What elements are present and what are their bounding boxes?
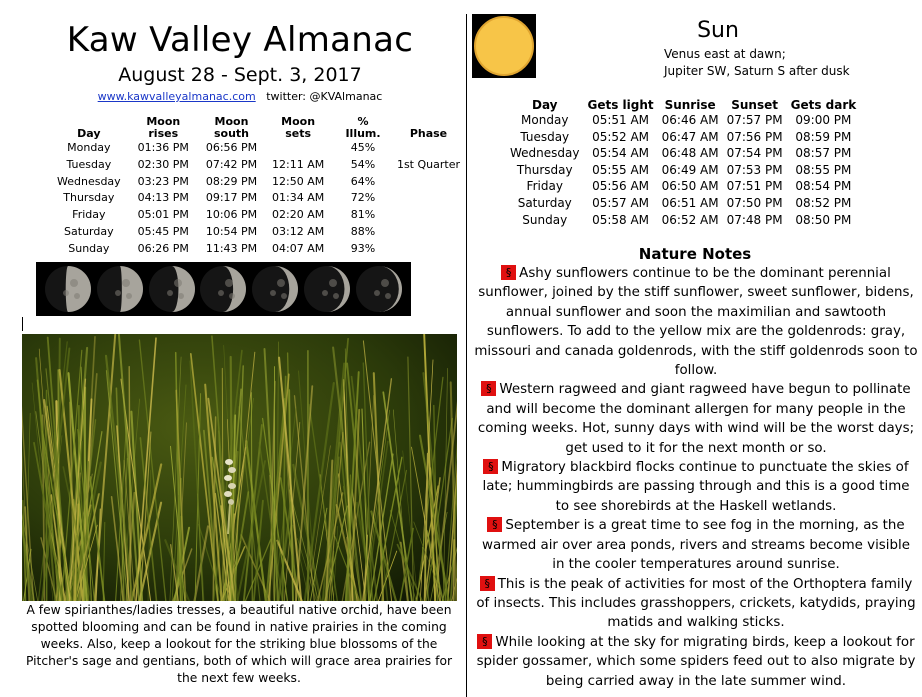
sun-header-dark: Gets dark — [790, 98, 857, 112]
sun-cell-sunrise: 06:46 AM — [661, 113, 719, 127]
moon-phase-icon — [199, 265, 247, 313]
sun-table — [506, 98, 860, 228]
sun-cell-dark: 08:55 PM — [795, 162, 852, 177]
moon-cell-south: 09:17 PM — [205, 191, 258, 205]
sun-cell-dark: 08:50 PM — [795, 212, 852, 227]
sun-cell-light: 05:56 AM — [592, 179, 650, 194]
moon-cell-illum: 72% — [350, 191, 376, 205]
sun-cell-dark: 08:59 PM — [795, 129, 852, 144]
sun-cell-sunset: 07:50 PM — [726, 195, 783, 210]
moon-cell-phase — [392, 207, 465, 224]
sun-row — [506, 212, 860, 229]
moon-phase-icon — [355, 265, 403, 313]
planet-note-line1: Venus east at dawn; — [664, 47, 786, 61]
moon-row — [52, 207, 465, 224]
sun-cell-dark: 09:00 PM — [795, 113, 852, 127]
moon-cell-rises: 05:45 PM — [137, 224, 189, 238]
moon-header-day: Day — [77, 127, 101, 140]
moon-cell-south: 07:42 PM — [205, 157, 258, 171]
sun-header-sunrise: Sunrise — [664, 98, 716, 112]
sun-cell-day: Saturday — [517, 195, 572, 210]
section-marker-icon: § — [501, 265, 516, 280]
nature-note — [474, 633, 918, 691]
moon-cell-day: Sunday — [68, 241, 110, 255]
moon-phase-icon — [96, 265, 144, 313]
sun-cell-day: Sunday — [522, 212, 568, 227]
sun-cell-sunset: 07:51 PM — [726, 179, 783, 194]
almanac-title: Kaw Valley Almanac — [66, 20, 414, 60]
nature-notes-title: Nature Notes — [638, 245, 752, 263]
sun-cell-light: 05:58 AM — [592, 212, 650, 227]
sun-cell-light: 05:51 AM — [592, 113, 650, 127]
moon-header-sets: Moon sets — [281, 115, 316, 140]
sun-cell-day: Tuesday — [520, 129, 570, 144]
moon-cell-sets: 01:34 AM — [272, 191, 325, 205]
sun-cell-sunset: 07:56 PM — [726, 129, 783, 144]
moon-cell-sets: 12:11 AM — [272, 157, 325, 171]
moon-cell-sets: 12:50 AM — [272, 174, 325, 188]
moon-phase-icon — [303, 265, 351, 313]
moon-cell-phase — [392, 174, 465, 191]
nature-note — [474, 380, 918, 458]
moon-cell-day: Thursday — [63, 191, 115, 205]
nature-note — [474, 264, 918, 380]
sun-cell-day: Monday — [521, 113, 569, 127]
sun-cell-sunset: 07:53 PM — [726, 162, 783, 177]
nature-note-text: Western ragweed and giant ragweed have begun to pollinate and will become the dominant allergen for many people in the coming weeks. Hot, sunny days with wind will be the worst days; get used to it for the next month or so. — [477, 382, 915, 456]
moon-cell-south: 10:06 PM — [205, 208, 258, 222]
moon-cell-illum: 45% — [350, 141, 376, 154]
sun-cell-dark: 08:57 PM — [795, 146, 852, 161]
sun-cell-sunset: 07:54 PM — [726, 146, 783, 161]
moon-row — [52, 174, 465, 191]
planet-notes — [664, 46, 850, 80]
moon-cell-day: Tuesday — [66, 157, 112, 171]
sun-cell-sunrise: 06:47 AM — [661, 129, 719, 144]
moon-cell-illum: 88% — [350, 224, 376, 238]
prairie-orchid-photo — [22, 334, 457, 601]
moon-cell-sets — [262, 140, 334, 157]
sun-cell-sunrise: 06:49 AM — [661, 162, 719, 177]
moon-row — [52, 190, 465, 207]
nature-note — [474, 516, 918, 574]
sun-header-day: Day — [531, 98, 558, 112]
moon-cell-day: Wednesday — [57, 174, 121, 188]
sun-cell-sunrise: 06:48 AM — [661, 146, 719, 161]
moon-cell-phase: 1st Quarter — [396, 157, 460, 171]
photo-caption: A few spirianthes/ladies tresses, a beautiful native orchid, have been spotted blooming and can be found in native prairies in the coming weeks. Also, keep a lookout for the striking blue blossoms of the Pitcher's sage and gentians, both of which will grace area prairies for the next few weeks. — [25, 603, 453, 685]
sun-row — [506, 145, 860, 162]
column-divider — [466, 14, 467, 697]
nature-note-text: While looking at the sky for migrating birds, keep a lookout for spider gossamer, which some spiders feed out to also migrate by being carried away in the late summer wind. — [476, 634, 916, 689]
planet-note-line2: Jupiter SW, Saturn S after dusk — [664, 64, 850, 78]
moon-cell-phase — [392, 140, 465, 157]
sun-row — [506, 129, 860, 146]
moon-header-south: Moon south — [213, 115, 250, 140]
section-marker-icon: § — [480, 576, 495, 591]
sun-cell-light: 05:54 AM — [592, 146, 650, 161]
moon-row — [52, 157, 465, 174]
moon-phase-strip — [36, 262, 411, 316]
moon-row — [52, 224, 465, 241]
moon-row — [52, 241, 465, 258]
nature-note-text: This is the peak of activities for most of the Orthoptera family of insects. This includes grasshoppers, crickets, katydids, praying matids and walking sticks. — [476, 576, 916, 631]
moon-cell-rises: 04:13 PM — [137, 191, 189, 205]
moon-header-illum: % Illum. — [345, 115, 381, 140]
moon-cell-rises: 01:36 PM — [137, 141, 189, 154]
text-cursor — [22, 317, 23, 331]
sun-cell-day: Thursday — [516, 162, 573, 177]
moon-cell-illum: 64% — [350, 174, 376, 188]
moon-cell-illum: 93% — [350, 241, 376, 255]
moon-table-header — [52, 116, 465, 140]
moon-phase-icon — [148, 265, 196, 313]
moon-cell-illum: 54% — [350, 157, 376, 171]
sun-cell-day: Wednesday — [510, 146, 580, 161]
sun-cell-sunrise: 06:51 AM — [661, 195, 719, 210]
moon-cell-sets: 02:20 AM — [272, 208, 325, 222]
moon-cell-phase — [392, 241, 465, 258]
sun-cell-dark: 08:52 PM — [795, 195, 852, 210]
moon-phase-icon — [251, 265, 299, 313]
sun-cell-light: 05:52 AM — [592, 129, 650, 144]
sun-header-sunset: Sunset — [731, 98, 778, 112]
moon-table — [52, 116, 465, 258]
sun-icon — [472, 14, 536, 78]
moon-cell-south: 08:29 PM — [205, 174, 258, 188]
sun-row — [506, 195, 860, 212]
sun-cell-dark: 08:54 PM — [795, 179, 852, 194]
nature-note-text: Migratory blackbird flocks continue to punctuate the skies of late; hummingbirds are passing through and this is a good time to see shorebirds at the Haskell wetlands. — [482, 460, 910, 514]
twitter-handle: twitter: @KVAlmanac — [266, 90, 383, 103]
moon-row — [52, 140, 465, 157]
sun-cell-light: 05:57 AM — [592, 195, 650, 210]
sun-row — [506, 112, 860, 129]
moon-cell-phase — [392, 224, 465, 241]
moon-cell-phase — [392, 190, 465, 207]
contact-links — [0, 90, 480, 104]
website-link[interactable]: www.kawvalleyalmanac.com — [97, 90, 256, 103]
section-marker-icon: § — [483, 459, 498, 474]
section-marker-icon: § — [481, 381, 496, 396]
sun-row — [506, 178, 860, 195]
moon-header-phase: Phase — [409, 127, 448, 140]
sun-cell-light: 05:55 AM — [592, 162, 650, 177]
moon-cell-rises: 02:30 PM — [137, 157, 189, 171]
moon-cell-south: 10:54 PM — [205, 224, 258, 238]
sun-cell-day: Friday — [526, 179, 563, 194]
nature-note — [474, 458, 918, 516]
sun-cell-sunset: 07:48 PM — [726, 212, 783, 227]
moon-cell-day: Saturday — [64, 224, 114, 238]
sun-row — [506, 162, 860, 179]
nature-note-text: Ashy sunflowers continue to be the dominant perennial sunflower, joined by the stiff sunflower, sweet sunflower, bidens, annual sunflower and soon the maximilian and sawtooth sunflowers. To add to the yellow mix are the goldenrods: gray, missouri and canada goldenrods, with the stiff goldenrods soon to follow. — [474, 266, 918, 379]
sun-cell-sunrise: 06:52 AM — [661, 212, 719, 227]
moon-cell-sets: 04:07 AM — [272, 241, 325, 255]
moon-cell-rises: 05:01 PM — [137, 208, 189, 222]
moon-cell-south: 11:43 PM — [205, 241, 258, 255]
moon-cell-illum: 81% — [350, 208, 376, 222]
right-column — [468, 0, 922, 697]
sun-title: Sun — [697, 18, 739, 43]
moon-cell-south: 06:56 PM — [205, 141, 258, 154]
sun-header-light: Gets light — [587, 98, 654, 112]
section-marker-icon: § — [477, 634, 492, 649]
nature-note-text: September is a great time to see fog in the morning, as the warmed air over area ponds, rivers and streams become visible in the cooler temperatures around sunrise. — [482, 518, 910, 573]
nature-note — [474, 575, 918, 633]
moon-table-body — [52, 140, 465, 258]
moon-cell-day: Friday — [72, 208, 106, 222]
moon-cell-day: Monday — [67, 141, 111, 154]
date-range: August 28 - Sept. 3, 2017 — [118, 64, 362, 86]
moon-cell-rises: 06:26 PM — [137, 241, 189, 255]
sun-table-body — [506, 112, 860, 228]
nature-notes-list — [474, 264, 918, 691]
sun-cell-sunrise: 06:50 AM — [661, 179, 719, 194]
moon-header-rises: Moon rises — [146, 115, 181, 140]
moon-cell-sets: 03:12 AM — [272, 224, 325, 238]
section-marker-icon: § — [487, 517, 502, 532]
moon-cell-rises: 03:23 PM — [137, 174, 189, 188]
sun-cell-sunset: 07:57 PM — [726, 113, 783, 127]
moon-phase-icon — [44, 265, 92, 313]
sun-table-header — [506, 98, 860, 112]
